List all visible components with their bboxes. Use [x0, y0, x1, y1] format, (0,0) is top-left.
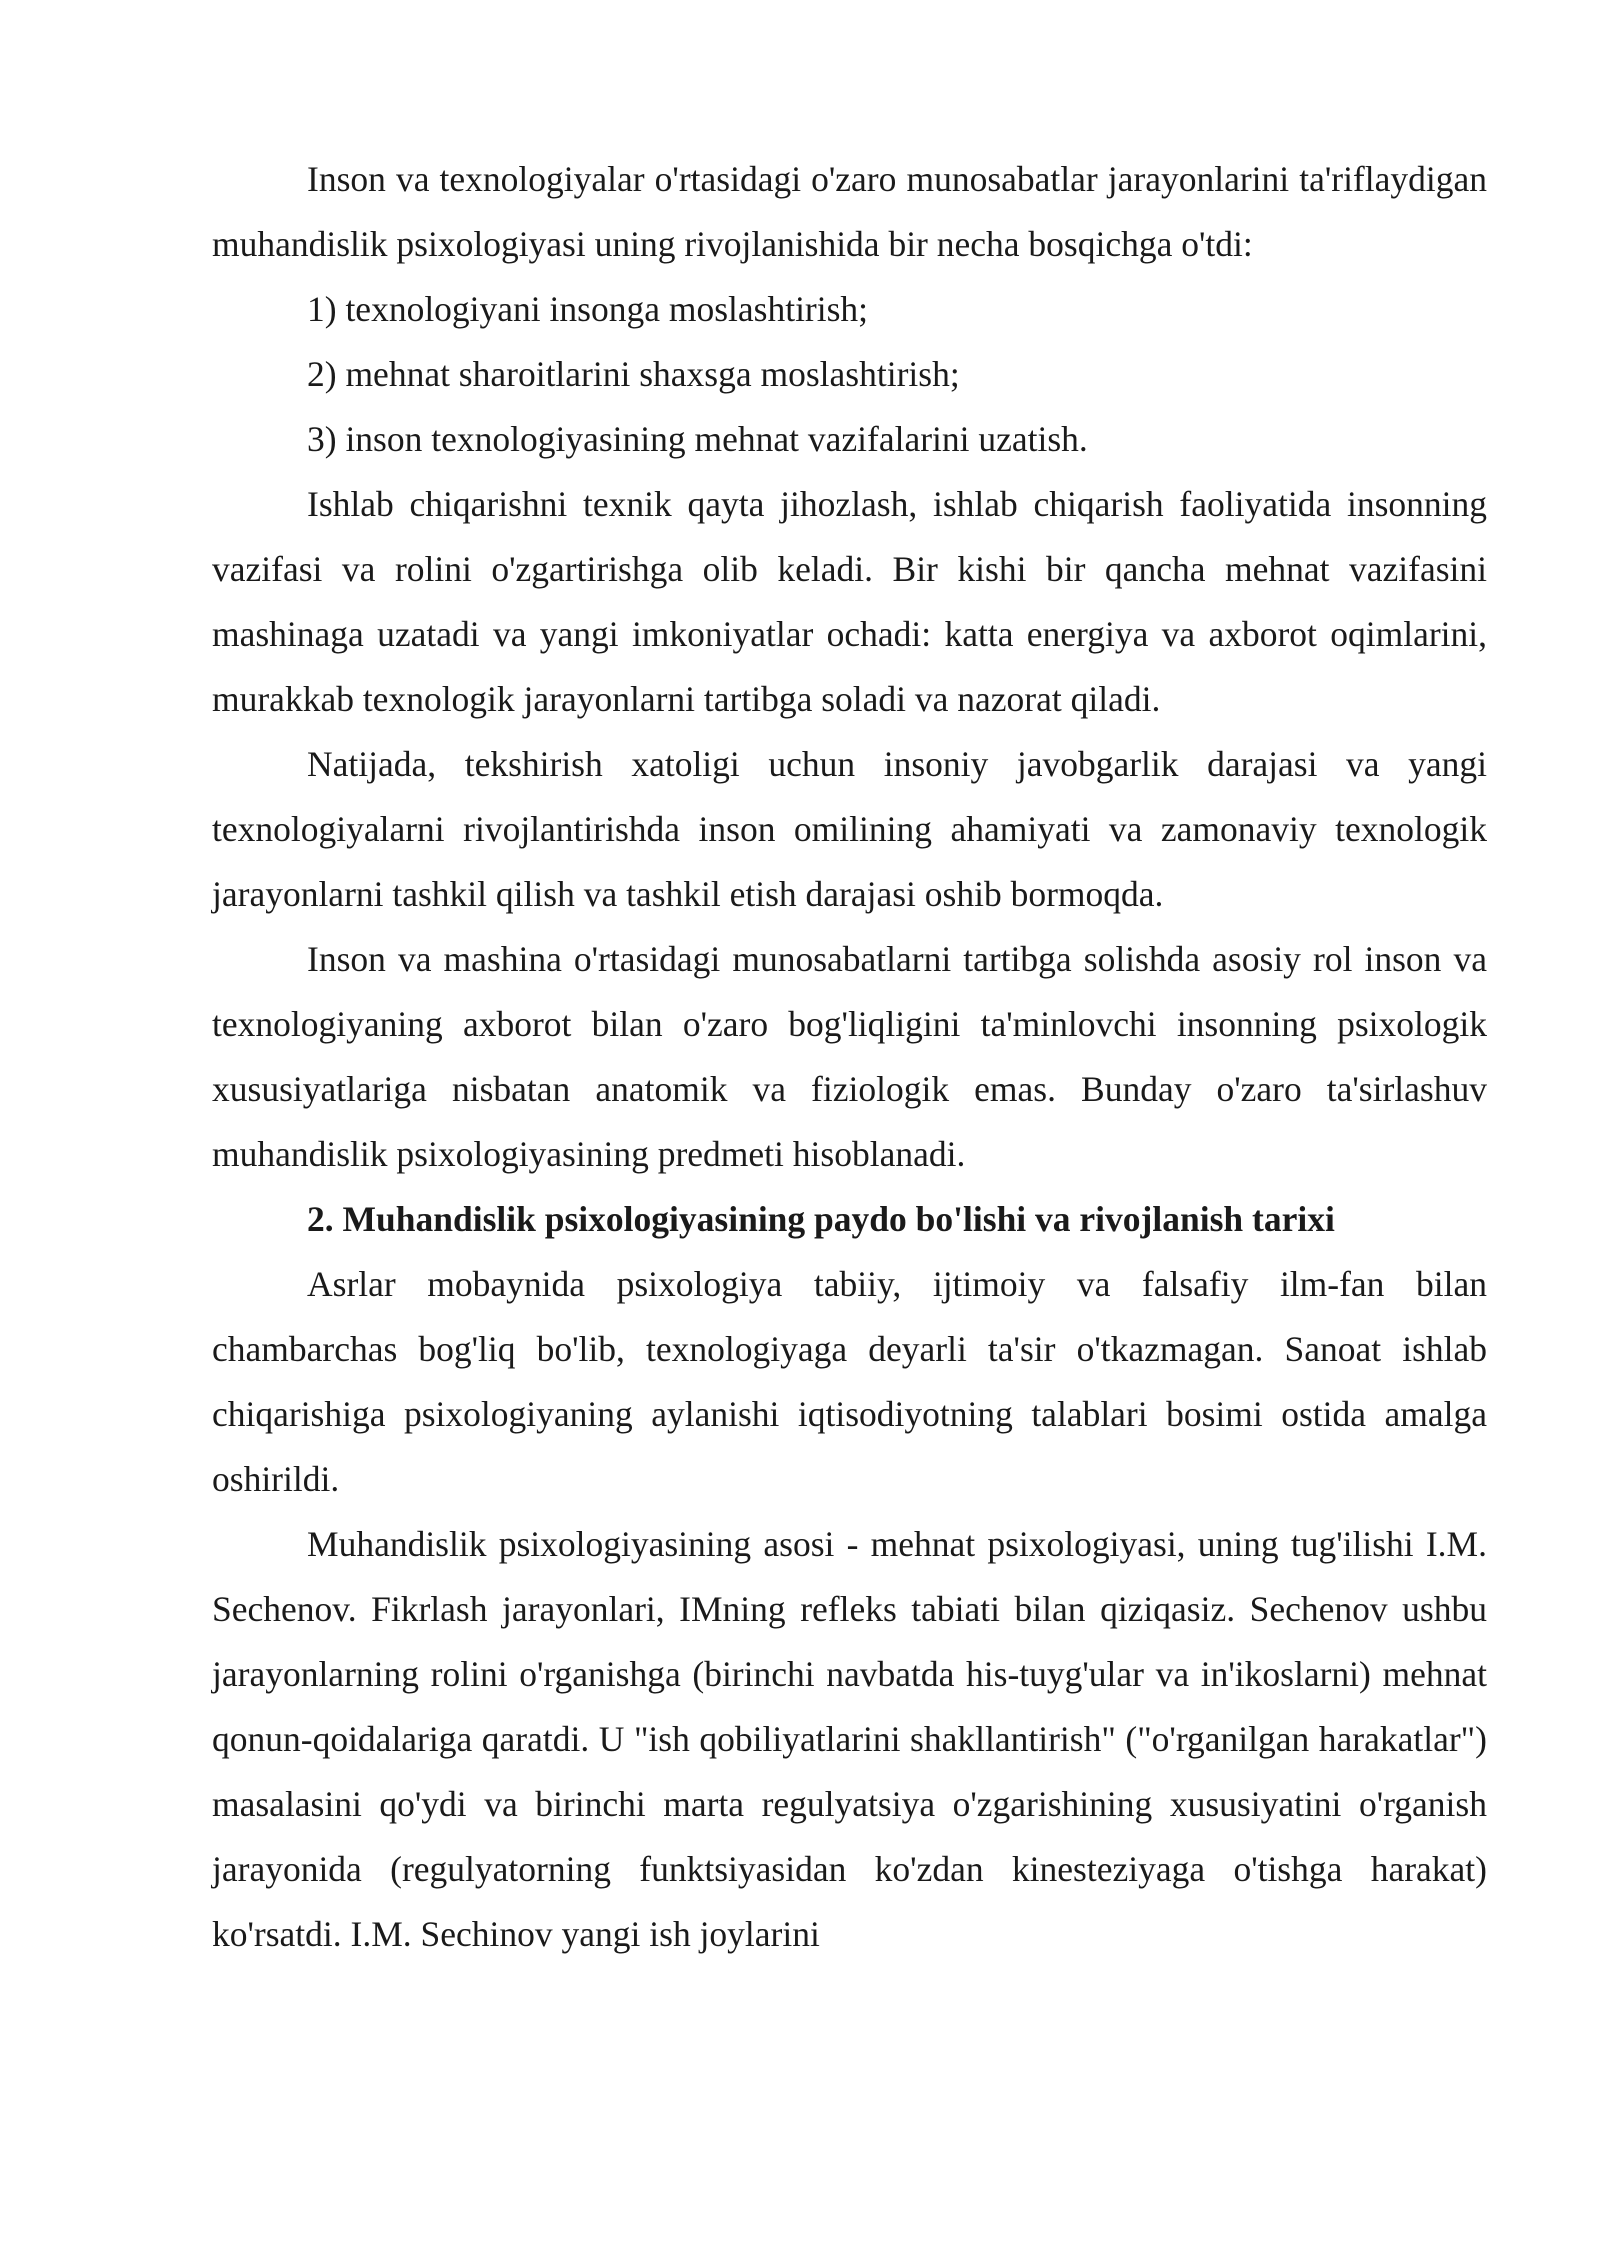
document-body — [212, 147, 1487, 1967]
paragraph-sechenov: Muhandislik psixologiyasining asosi - mehnat psixologiyasi, uning tug'ilishi I.M. Sechenov. Fikrlash jarayonlari, IMning refleks tabiati bilan qiziqasiz. Sechenov ushbu jarayonlarning rolini o'rganishga (birinchi navbatda his-tuyg'ular va in'ikoslarni) mehnat qonun-qoidalariga qaratdi. U "ish qobiliyatlarini shakllantirish" ("o'rganilgan harakatlar") masalasini qo'ydi va birinchi marta regulyatsiya o'zgarishining xususiyatini o'rganish jarayonida (regulyatorning funktsiyasidan ko'zdan kinesteziyaga o'tishga harakat) ko'rsatdi. I.M. Sechinov yangi ish joylarini — [212, 1524, 1487, 1954]
paragraph-result: Natijada, tekshirish xatoligi uchun insoniy javobgarlik darajasi va yangi texnologiyalarni rivojlantirishda inson omilining ahamiyati va zamonaviy texnologik jarayonlarni tashkil qilish va tashkil etish darajasi oshib bormoqda. — [212, 744, 1487, 914]
paragraph-history: Asrlar mobaynida psixologiya tabiiy, ijtimoiy va falsafiy ilm-fan bilan chambarchas bog'liq bo'lib, texnologiyaga deyarli ta'sir o'tkazmagan. Sanoat ishlab chiqarishiga psixologiyaning aylanishi iqtisodiyotning talablari bosimi ostida amalga oshirildi. — [212, 1264, 1487, 1499]
list-item-2: 2) mehnat sharoitlarini shaxsga moslashtirish; — [307, 354, 960, 394]
list-item-1: 1) texnologiyani insonga moslashtirish; — [307, 289, 869, 329]
paragraph-human-machine: Inson va mashina o'rtasidagi munosabatlarni tartibga solishda asosiy rol inson va texnologiyaning axborot bilan o'zaro bog'liqligini ta'minlovchi insonning psixologik xususiyatlariga nisbatan anatomik va fiziologik emas. Bunday o'zaro ta'sirlashuv muhandislik psixologiyasining predmeti hisoblanadi. — [212, 939, 1487, 1174]
paragraph-intro: Inson va texnologiyalar o'rtasidagi o'zaro munosabatlar jarayonlarini ta'riflaydigan muhandislik psixologiyasi uning rivojlanishida bir necha bosqichga o'tdi: — [212, 159, 1487, 264]
list-item-3: 3) inson texnologiyasining mehnat vazifalarini uzatish. — [307, 419, 1088, 459]
paragraph-technical-reequipment: Ishlab chiqarishni texnik qayta jihozlash, ishlab chiqarish faoliyatida insonning vazifasi va rolini o'zgartirishga olib keladi. Bir kishi bir qancha mehnat vazifasini mashinaga uzatadi va yangi imkoniyatlar ochadi: katta energiya va axborot oqimlarini, murakkab texnologik jarayonlarni tartibga soladi va nazorat qiladi. — [212, 484, 1487, 719]
section-heading: 2. Muhandislik psixologiyasining paydo bo'lishi va rivojlanish tarixi — [307, 1199, 1335, 1239]
